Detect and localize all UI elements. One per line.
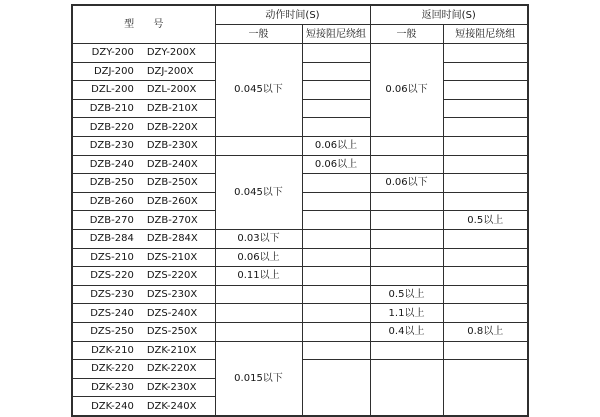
model-label-x: DZS-250X: [146, 326, 198, 338]
return-general-cell: [370, 341, 443, 360]
model-label-x: DZB-230X: [146, 140, 198, 152]
return-damping-cell: [443, 174, 528, 193]
action-damping-cell: 0.06以上: [302, 136, 370, 155]
return-general-cell: [370, 192, 443, 211]
return-general-cell: [370, 211, 443, 230]
action-damping-cell: [302, 118, 370, 137]
action-general-cell: [215, 322, 302, 341]
action-damping-cell: [302, 304, 370, 323]
action-general-cell: [215, 285, 302, 304]
return-damping-cell: [443, 248, 528, 267]
return-general-cell: [370, 229, 443, 248]
model-label-base: DZB-270: [89, 214, 134, 226]
model-label-x: DZB-250X: [146, 177, 198, 189]
return-damping-cell: [443, 304, 528, 323]
return-damping-cell: [443, 118, 528, 137]
table-row: [72, 322, 528, 341]
return-general-cell: [370, 155, 443, 174]
model-column-header: 型 号: [72, 5, 215, 44]
action-general-cell: [215, 304, 302, 323]
model-cell: [72, 99, 215, 118]
page: [0, 4, 600, 412]
return-damping-cell: [443, 285, 528, 304]
table-row: [72, 136, 528, 155]
model-cell: [72, 155, 215, 174]
model-cell: [72, 285, 215, 304]
action-general-cell: 0.11以上: [215, 267, 302, 286]
table-row: [72, 155, 528, 174]
return-general-cell: 0.5以上: [370, 285, 443, 304]
return-damping-cell: [443, 341, 528, 360]
action-general-cell: 0.06以上: [215, 248, 302, 267]
action-damping-cell: [302, 62, 370, 81]
model-label-x: DZB-260X: [146, 196, 198, 208]
model-label-x: DZB-220X: [146, 121, 198, 133]
return-general-cell: [370, 248, 443, 267]
action-damping-cell: [302, 192, 370, 211]
action-damping-cell: [302, 322, 370, 341]
table-row: [72, 248, 528, 267]
action-damping-cell: [302, 267, 370, 286]
model-label-x: DZB-210X: [146, 103, 198, 115]
action-general-cell: [215, 136, 302, 155]
return-damping-cell: [443, 267, 528, 286]
model-label-base: DZB-260: [89, 196, 134, 208]
model-label-base: DZL-200: [91, 84, 134, 96]
model-cell: [72, 211, 215, 230]
return-general-cell: 0.06以下: [370, 44, 443, 137]
action-time-group-header: 动作时间(S): [215, 5, 370, 25]
model-cell: [72, 62, 215, 81]
action-damping-cell: [302, 285, 370, 304]
table-row: [72, 267, 528, 286]
action-general-cell: 0.045以下: [215, 155, 302, 229]
action-damping-cell: [302, 248, 370, 267]
action-damping-cell: [302, 44, 370, 63]
return-damping-cell: 0.8以上: [443, 322, 528, 341]
action-general-header: 一般: [215, 25, 302, 44]
action-damping-cell: 0.06以上: [302, 155, 370, 174]
return-time-group-header: 返回时间(S): [370, 5, 528, 25]
model-label-x: DZB-284X: [146, 233, 198, 245]
model-label-x: DZS-220X: [146, 270, 198, 282]
model-label-base: DZB-284: [89, 233, 134, 245]
action-damping-cell: [302, 360, 370, 416]
model-label-x: DZS-210X: [146, 251, 198, 263]
return-general-cell: 0.4以上: [370, 322, 443, 341]
action-damping-cell: [302, 174, 370, 193]
model-cell: [72, 267, 215, 286]
model-label-base: DZB-230: [89, 140, 134, 152]
model-label-x: DZK-220X: [146, 363, 197, 375]
model-cell: [72, 229, 215, 248]
return-damping-header: 短接阻尼绕组: [443, 25, 528, 44]
return-damping-cell: [443, 62, 528, 81]
action-damping-cell: [302, 81, 370, 100]
return-damping-cell: [443, 155, 528, 174]
action-general-cell: 0.045以下: [215, 44, 302, 137]
model-label-base: DZK-210: [91, 344, 134, 356]
return-damping-cell: [443, 192, 528, 211]
spec-table: [71, 4, 529, 417]
model-cell: [72, 341, 215, 360]
model-label-x: DZK-240X: [146, 400, 197, 412]
model-label-x: DZJ-200X: [146, 65, 194, 77]
action-damping-cell: [302, 229, 370, 248]
model-cell: [72, 44, 215, 63]
model-cell: [72, 174, 215, 193]
table-row: [72, 304, 528, 323]
model-cell: [72, 248, 215, 267]
action-damping-header: 短接阻尼绕组: [302, 25, 370, 44]
return-damping-cell: [443, 44, 528, 63]
action-general-cell: 0.015以下: [215, 341, 302, 416]
model-label-base: DZS-250: [90, 326, 134, 338]
model-label-base: DZB-240: [89, 158, 134, 170]
action-general-cell: 0.03以下: [215, 229, 302, 248]
model-label-base: DZB-250: [89, 177, 134, 189]
return-damping-cell: 0.5以上: [443, 211, 528, 230]
return-general-cell: [370, 136, 443, 155]
model-cell: [72, 192, 215, 211]
model-label-x: DZB-270X: [146, 214, 198, 226]
table-row: [72, 44, 528, 63]
return-damping-cell: [443, 136, 528, 155]
return-general-cell: 0.06以下: [370, 174, 443, 193]
return-general-cell: [370, 360, 443, 416]
table-row: [72, 341, 528, 360]
return-general-cell: [370, 267, 443, 286]
return-general-cell: 1.1以上: [370, 304, 443, 323]
model-cell: [72, 136, 215, 155]
model-cell: [72, 304, 215, 323]
return-general-header: 一般: [370, 25, 443, 44]
action-damping-cell: [302, 341, 370, 360]
model-cell: [72, 322, 215, 341]
table-row: [72, 229, 528, 248]
model-label-x: DZS-240X: [146, 307, 198, 319]
model-label-x: DZL-200X: [146, 84, 197, 96]
model-cell: [72, 81, 215, 100]
return-damping-cell: [443, 229, 528, 248]
return-damping-cell: [443, 360, 528, 416]
model-label-x: DZY-200X: [146, 47, 196, 59]
action-damping-cell: [302, 211, 370, 230]
model-label-base: DZJ-200: [93, 65, 134, 77]
action-damping-cell: [302, 99, 370, 118]
header-row-groups: [72, 5, 528, 25]
model-label-base: DZB-220: [89, 121, 134, 133]
model-cell: [72, 378, 215, 397]
model-label-base: DZK-220: [91, 363, 134, 375]
model-label-base: DZY-200: [91, 47, 134, 59]
model-label-base: DZS-210: [90, 251, 134, 263]
model-cell: [72, 360, 215, 379]
return-damping-cell: [443, 81, 528, 100]
model-label-x: DZK-210X: [146, 344, 197, 356]
table-row: [72, 285, 528, 304]
model-label-base: DZS-240: [90, 307, 134, 319]
model-label-base: DZK-230: [91, 381, 134, 393]
model-label-base: DZK-240: [91, 400, 134, 412]
model-label-x: DZS-230X: [146, 289, 198, 301]
model-label-x: DZK-230X: [146, 381, 197, 393]
model-cell: [72, 118, 215, 137]
return-damping-cell: [443, 99, 528, 118]
model-label-base: DZS-220: [90, 270, 134, 282]
model-label-base: DZS-230: [90, 289, 134, 301]
model-label-base: DZB-210: [89, 103, 134, 115]
model-label-x: DZB-240X: [146, 158, 198, 170]
